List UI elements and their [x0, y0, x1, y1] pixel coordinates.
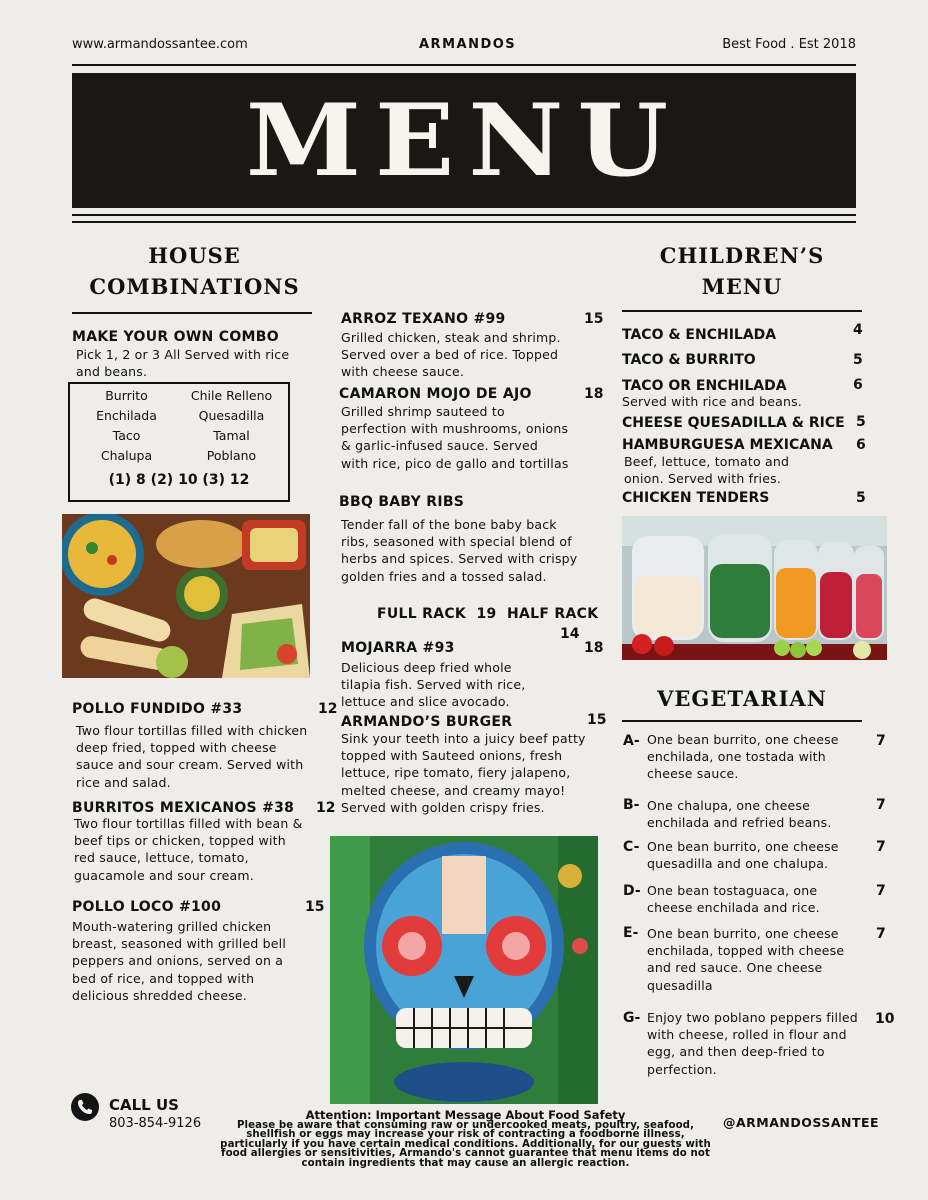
veg-desc: One bean tostaguaca, one cheese enchilada and rice.	[647, 883, 820, 916]
veg-price: 7	[876, 797, 886, 813]
food-safety-notice	[218, 1109, 713, 1168]
page-title: MENU	[245, 82, 683, 199]
item-desc: Mouth-watering grilled chicken breast, seasoned with grilled bell peppers and onions, served on a bed of rice, and topped with delicious shredded cheese.	[72, 919, 287, 1003]
menu-banner	[72, 73, 856, 208]
item-desc: Grilled shrimp sauteed to perfection with mushrooms, onions & garlic-infused sauce. Served with rice, pico de gallo and tortillas	[341, 404, 569, 471]
veg-letter: D-	[623, 883, 641, 899]
kid-item-name: CHICKEN TENDERS	[622, 490, 770, 506]
kid-item-price: 6	[856, 437, 866, 453]
phone-icon[interactable]	[71, 1093, 99, 1121]
skull-mural-art	[330, 836, 598, 1104]
vegetarian-title: VEGETARIAN	[657, 686, 827, 711]
combo-item: Poblano	[206, 448, 257, 463]
item-price: 18	[584, 386, 604, 402]
item-price: 12	[318, 701, 338, 717]
veg-desc: Enjoy two poblano peppers filled with cheese, rolled in flour and egg, and then deep-fried to perfection.	[647, 1010, 858, 1077]
drinks-photo	[622, 516, 887, 660]
item-price: 12	[316, 800, 336, 816]
item-price: 15	[305, 899, 325, 915]
kid-item-desc: Served with rice and beans.	[622, 394, 802, 409]
banner-rule-1	[72, 214, 856, 216]
children-title-line1: CHILDREN’S	[659, 243, 825, 268]
vegetarian-rule	[622, 720, 862, 722]
house-title-line2: COMBINATIONS	[89, 274, 300, 299]
combo-item: Chalupa	[100, 448, 153, 463]
phone-number[interactable]: 803-854-9126	[109, 1116, 202, 1131]
food-photo-art	[62, 514, 310, 678]
item-desc: Tender fall of the bone baby back ribs, seasoned with special blend of herbs and spices. Served with crispy golden fries and a tossed salad.	[341, 517, 578, 584]
item-price: 18	[584, 640, 604, 656]
house-rule	[72, 312, 312, 314]
skull-mural-photo	[330, 836, 598, 1104]
banner-rule-2	[72, 221, 856, 223]
website-url[interactable]: www.armandossantee.com	[72, 37, 248, 52]
veg-letter: C-	[623, 839, 640, 855]
call-us-label: CALL US	[109, 1096, 179, 1114]
children-title-line2: MENU	[701, 274, 783, 299]
veg-price: 10	[875, 1011, 895, 1027]
combo-desc: Pick 1, 2 or 3 All Served with rice and beans.	[76, 347, 290, 380]
item-price: 15	[584, 311, 604, 327]
half-rack-label: HALF RACK	[507, 606, 599, 622]
veg-price: 7	[876, 883, 886, 899]
combo-item: Taco	[112, 428, 141, 443]
item-name: MOJARRA #93	[341, 640, 455, 656]
item-desc: Two flour tortillas filled with chicken deep fried, topped with cheese sauce and sour cream. Served with rice and salad.	[76, 723, 308, 790]
veg-desc: One bean burrito, one cheese enchilada, topped with cheese and red sauce. One cheese quesadilla	[647, 926, 845, 993]
kid-item-price: 5	[856, 490, 866, 506]
notice-title: Attention: Important Message About Food Safety	[305, 1108, 626, 1122]
item-name: POLLO FUNDIDO #33	[72, 701, 243, 717]
item-name: BURRITOS MEXICANOS #38	[72, 800, 295, 816]
brand-name: ARMANDOS	[419, 37, 517, 52]
top-rule	[72, 64, 856, 66]
full-rack-label	[377, 606, 497, 622]
kid-item-price: 6	[853, 377, 863, 393]
item-desc: Sink your teeth into a juicy beef patty topped with Sauteed onions, fresh lettuce, ripe tomato, fiery jalapeno, melted cheese, and creamy mayo! Served with golden crispy fries.	[341, 731, 586, 815]
veg-letter: B-	[623, 797, 640, 813]
veg-desc: One bean burrito, one cheese enchilada, one tostada with cheese sauce.	[647, 732, 839, 782]
combo-item: Tamal	[213, 428, 250, 443]
phone-glyph	[71, 1093, 99, 1121]
combo-prices: (1) 8 (2) 10 (3) 12	[108, 472, 250, 488]
drinks-photo-art	[622, 516, 887, 660]
kid-item-name: TACO OR ENCHILADA	[622, 378, 787, 394]
combo-title: MAKE YOUR OWN COMBO	[72, 329, 279, 345]
combo-item-grid	[74, 388, 284, 463]
item-desc: Grilled chicken, steak and shrimp. Served over a bed of rice. Topped with cheese sauce.	[341, 330, 561, 380]
veg-letter: E-	[623, 925, 639, 941]
children-rule	[622, 310, 862, 312]
combo-box	[68, 382, 290, 502]
veg-letter: G-	[623, 1010, 641, 1026]
combo-item: Enchilada	[96, 408, 157, 423]
food-photo	[62, 514, 310, 678]
item-price: 15	[587, 712, 607, 728]
item-name: ARROZ TEXANO #99	[341, 311, 506, 327]
kid-item-name: TACO & ENCHILADA	[622, 327, 777, 343]
combo-item: Chile Relleno	[190, 388, 273, 403]
item-desc: Two flour tortillas filled with bean & beef tips or chicken, topped with red sauce, lettuce, tomato, guacamole and sour cream.	[74, 816, 303, 883]
veg-desc: One chalupa, one cheese enchilada and refried beans.	[647, 798, 832, 831]
combo-item: Burrito	[105, 388, 148, 403]
kid-item-name: CHEESE QUESADILLA & RICE	[622, 415, 845, 431]
social-handle[interactable]: @ARMANDOSSANTEE	[723, 1115, 880, 1130]
combo-item: Quesadilla	[198, 408, 265, 423]
kid-item-price: 5	[856, 414, 866, 430]
item-name: ARMANDO’S BURGER	[341, 714, 513, 730]
half-rack-price: 14	[560, 626, 580, 642]
veg-price: 7	[876, 733, 886, 749]
kid-item-price: 5	[853, 352, 863, 368]
veg-letter: A-	[623, 733, 640, 749]
kid-item-price: 4	[853, 322, 863, 338]
veg-desc: One bean burrito, one cheese quesadilla and one chalupa.	[647, 839, 839, 872]
kid-item-name: TACO & BURRITO	[622, 352, 756, 368]
tagline: Best Food . Est 2018	[722, 37, 856, 52]
notice-body: Please be aware that consuming raw or undercooked meats, poultry, seafood, shellfish or eggs may increase your risk of contracting a foodborne illness, particularly if you have certain medical conditions. Additionally, for our guests with food allergies or sensitivities, Armando's cannot guarantee that menu items do not contain ingredients that may cause an allergic reaction.	[220, 1120, 711, 1169]
house-title-line1: HOUSE	[148, 243, 241, 268]
children-title	[622, 240, 862, 302]
item-name: BBQ BABY RIBS	[339, 494, 465, 510]
kid-item-name: HAMBURGUESA MEXICANA	[622, 437, 833, 453]
item-name: CAMARON MOJO DE AJO	[339, 386, 532, 402]
house-title	[72, 240, 317, 302]
kid-item-desc: Beef, lettuce, tomato and onion. Served with fries.	[624, 454, 790, 487]
veg-price: 7	[876, 839, 886, 855]
item-desc: Delicious deep fried whole tilapia fish. Served with rice, lettuce and slice avocado.	[341, 660, 526, 710]
full-rack-text: FULL RACK	[377, 606, 467, 622]
veg-price: 7	[876, 926, 886, 942]
full-rack-price: 19	[476, 606, 497, 622]
item-name: POLLO LOCO #100	[72, 899, 222, 915]
